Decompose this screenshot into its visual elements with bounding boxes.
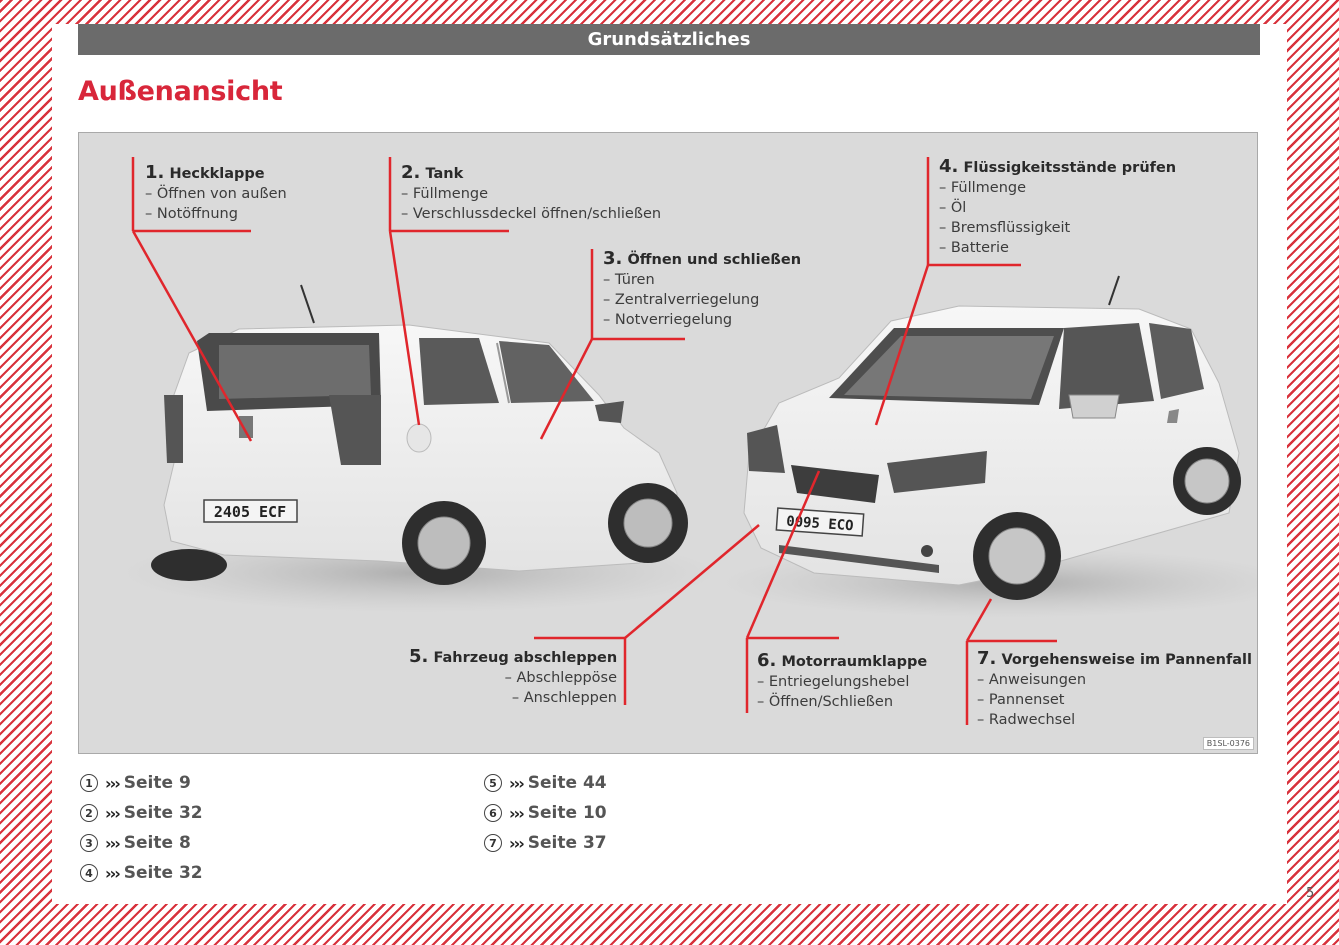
reference-link-1[interactable] xyxy=(80,772,191,794)
reference-text: Seite 44 xyxy=(527,773,607,793)
callout-title: Tank xyxy=(425,166,464,182)
callout-title: Vorgehensweise im Pannenfall xyxy=(1001,652,1253,668)
callout-pannenfall xyxy=(977,649,1252,730)
reference-link-6[interactable] xyxy=(484,802,607,824)
number-circle: 2 xyxy=(80,804,98,822)
chevron-right-icon: ››› xyxy=(509,833,523,853)
callout-number: 7. xyxy=(977,648,997,669)
callout-item: – Öffnen von außen xyxy=(145,186,287,202)
chevron-right-icon: ››› xyxy=(509,773,523,793)
page-title: Außenansicht xyxy=(78,76,283,107)
callout-item: – Radwechsel xyxy=(977,712,1076,728)
callout-item: – Öl xyxy=(939,200,967,216)
reference-link-4[interactable] xyxy=(80,862,203,884)
callout-number: 2. xyxy=(401,162,421,183)
figure-code: B1SL-0376 xyxy=(1203,737,1254,750)
callout-number: 4. xyxy=(939,156,959,177)
reference-link-2[interactable] xyxy=(80,802,203,824)
callout-number: 6. xyxy=(757,650,777,671)
callout-item: – Verschlussdeckel öffnen/schließen xyxy=(401,206,662,222)
callout-item: – Anweisungen xyxy=(977,672,1087,688)
callout-item: – Füllmenge xyxy=(939,180,1027,196)
callout-item: – Anschleppen xyxy=(511,690,617,706)
callout-item: – Notverriegelung xyxy=(603,312,733,328)
rear-license-plate: 2405 ECF xyxy=(213,503,287,521)
reference-link-7[interactable] xyxy=(484,832,607,854)
callout-item: – Pannenset xyxy=(977,692,1065,708)
callout-number: 3. xyxy=(603,248,623,269)
callout-item: – Zentralverriegelung xyxy=(603,292,760,308)
number-circle: 6 xyxy=(484,804,502,822)
callout-item: – Abschleppöse xyxy=(504,670,617,686)
reference-text: Seite 8 xyxy=(123,833,191,853)
reference-text: Seite 32 xyxy=(123,863,203,883)
callout-fluessigkeitsstaende xyxy=(939,157,1176,258)
exterior-figure xyxy=(78,132,1258,754)
callout-item: – Bremsflüssigkeit xyxy=(939,220,1071,236)
reference-text: Seite 10 xyxy=(527,803,607,823)
chevron-right-icon: ››› xyxy=(105,833,119,853)
number-circle: 4 xyxy=(80,864,98,882)
reference-link-5[interactable] xyxy=(484,772,607,794)
callout-title: Fahrzeug abschleppen xyxy=(433,650,618,666)
callout-item: – Batterie xyxy=(939,240,1009,256)
section-header: Grundsätzliches xyxy=(78,24,1260,55)
chevron-right-icon: ››› xyxy=(509,803,523,823)
reference-text: Seite 32 xyxy=(123,803,203,823)
front-license-plate: 0095 ECO xyxy=(785,513,855,535)
callout-number: 1. xyxy=(145,162,165,183)
reference-text: Seite 9 xyxy=(123,773,191,793)
callout-oeffnen-schliessen xyxy=(603,249,801,330)
chevron-right-icon: ››› xyxy=(105,803,119,823)
callout-item: – Öffnen/Schließen xyxy=(757,694,894,710)
callout-item: – Entriegelungshebel xyxy=(757,674,910,690)
callout-item: – Füllmenge xyxy=(401,186,489,202)
reference-text: Seite 37 xyxy=(527,833,607,853)
callout-heckklappe xyxy=(145,163,287,224)
callout-title: Motorraumklappe xyxy=(781,654,928,670)
number-circle: 7 xyxy=(484,834,502,852)
callout-title: Heckklappe xyxy=(169,166,265,182)
chevron-right-icon: ››› xyxy=(105,773,119,793)
callout-tank xyxy=(401,163,661,224)
callout-motorraumklappe xyxy=(757,651,927,712)
reference-link-3[interactable] xyxy=(80,832,191,854)
callout-item: – Türen xyxy=(603,272,655,288)
rear-car xyxy=(119,285,719,613)
callout-abschleppen xyxy=(409,647,617,708)
callout-title: Öffnen und schließen xyxy=(627,252,802,268)
number-circle: 5 xyxy=(484,774,502,792)
callout-title: Flüssigkeitsstände prüfen xyxy=(963,160,1177,176)
callout-item: – Notöffnung xyxy=(145,206,238,222)
page-number: 5 xyxy=(1306,886,1315,901)
callout-number: 5. xyxy=(409,646,429,667)
number-circle: 3 xyxy=(80,834,98,852)
number-circle: 1 xyxy=(80,774,98,792)
chevron-right-icon: ››› xyxy=(105,863,119,883)
